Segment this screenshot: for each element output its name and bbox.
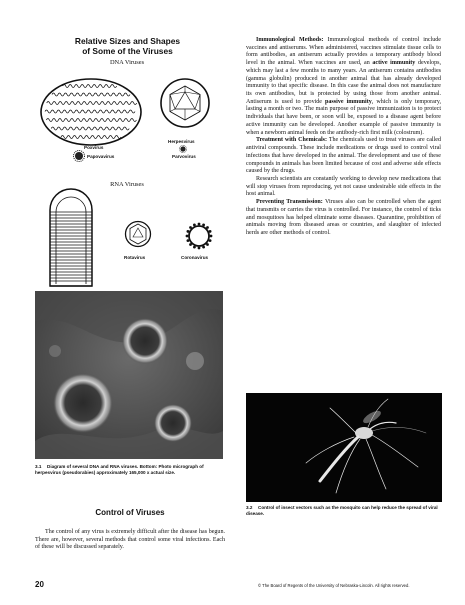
poxvirus-drawing [36,72,146,152]
poxvirus-label: Poxvirus [84,145,104,150]
figure-3-2-caption [246,505,442,516]
caption-number: 3.2 [246,505,253,510]
herpesvirus-label: Herpesvirus [168,139,195,144]
chemicals-heading: Treatment with Chemicals: [256,137,328,144]
chemicals-paragraph [246,137,441,176]
figure-title-line1: Relative Sizes and Shapes [74,36,181,46]
coronavirus-drawing [184,221,214,251]
parvovirus-label: Parvovirus [172,154,196,159]
rotavirus-drawing [124,220,152,248]
rotavirus-label: Rotavirus [124,255,146,260]
text-run: Immunological methods of control include vaccines and antiserums. When administered, vaccines stimulate tissue cells to form antibodies, an antiserum actually provides a temporary antibody blood level in the animal. When vaccines are used, an [246,37,441,67]
text-run: , which is only temporary, lasting a month or two. The main purpose of passive immunization is to protect individuals that have been, or soon will be, exposed to a disease agent before active immunity can be developed. Another example of passive immunity is when a newborn animal feeds on the antibody-rich first milk (colostrum). [246,98,441,136]
passive-immunity-term: passive immunity [325,98,372,105]
transmission-heading: Preventing Transmission: [256,199,323,206]
mosquito-photo [246,393,442,502]
papovavirus-drawing [73,150,85,162]
herpesvirus-drawing [159,77,211,129]
right-column-text [246,37,441,238]
control-intro-text: The control of any virus is extremely difficult after the disease has begun. There are, however, several methods that control some viral infections. Each of these will be discussed separately. [35,529,225,551]
caption-number: 3.1 [35,464,42,469]
transmission-paragraph [246,199,441,238]
caption-text: Diagram of several DNA and RNA viruses. Bottom: Photo micrograph of herpesvirus (pseudorabies) approximately 165,000 x actual size. [35,464,204,475]
figure-3-1-caption [35,464,223,475]
copyright-notice: © The Board of Regents of the University of Nebraska-Lincoln. All rights reserved. [258,583,410,588]
text-run: Viruses also can be controlled when the agent that transmits or carries the virus is controlled. For instance, the control of ticks and mosquitoes has helped eliminate some diseases. Quarantine, prohibition of animals moving from diseased areas or countries, and slaughter of infected herds are other methods of control. [246,199,441,236]
figure-title [55,36,200,56]
parvovirus-drawing [179,145,187,153]
section-heading: Control of Viruses [95,508,165,517]
immunological-paragraph [246,37,441,137]
dna-heading: DNA Viruses [109,59,145,66]
active-immunity-term: active immunity [372,60,416,67]
control-intro-paragraph [35,529,225,552]
page-number: 20 [35,580,44,589]
rna-heading: RNA Viruses [110,181,144,188]
caption-text: Control of insect vectors such as the mosquito can help reduce the spread of viral disease. [246,505,438,516]
papovavirus-label: Papovavirus [87,154,115,159]
rhabdovirus-drawing [46,186,96,292]
immunological-heading: Immunological Methods: [256,37,324,43]
text-run: The chemicals used to treat viruses are called antiviral compounds. These include medications or drugs used to control viral infections that have developed in the animal. The development and use of these compounds in animals has been limited because of cost and adverse side effects caused by the drugs. [246,137,441,175]
coronavirus-label: Coronavirus [181,255,209,260]
figure-title-line2: of Some of the Viruses [82,46,173,56]
text-run: develops, which may last a few months to many years. An antiserum contains antibodies (gamma globulin) produced in another animal that has already developed immunity to that specific disease. In this case the animal does not manufacture its own antibodies, but is protected by using those from another animal. Antiserum is used to provide [246,60,441,105]
herpesvirus-photomicrograph [35,291,223,459]
research-paragraph: Research scientists are constantly working to develop new medications that will stop viruses from reproducing, yet not cause undesirable side effects in the host animal. [246,175,441,198]
